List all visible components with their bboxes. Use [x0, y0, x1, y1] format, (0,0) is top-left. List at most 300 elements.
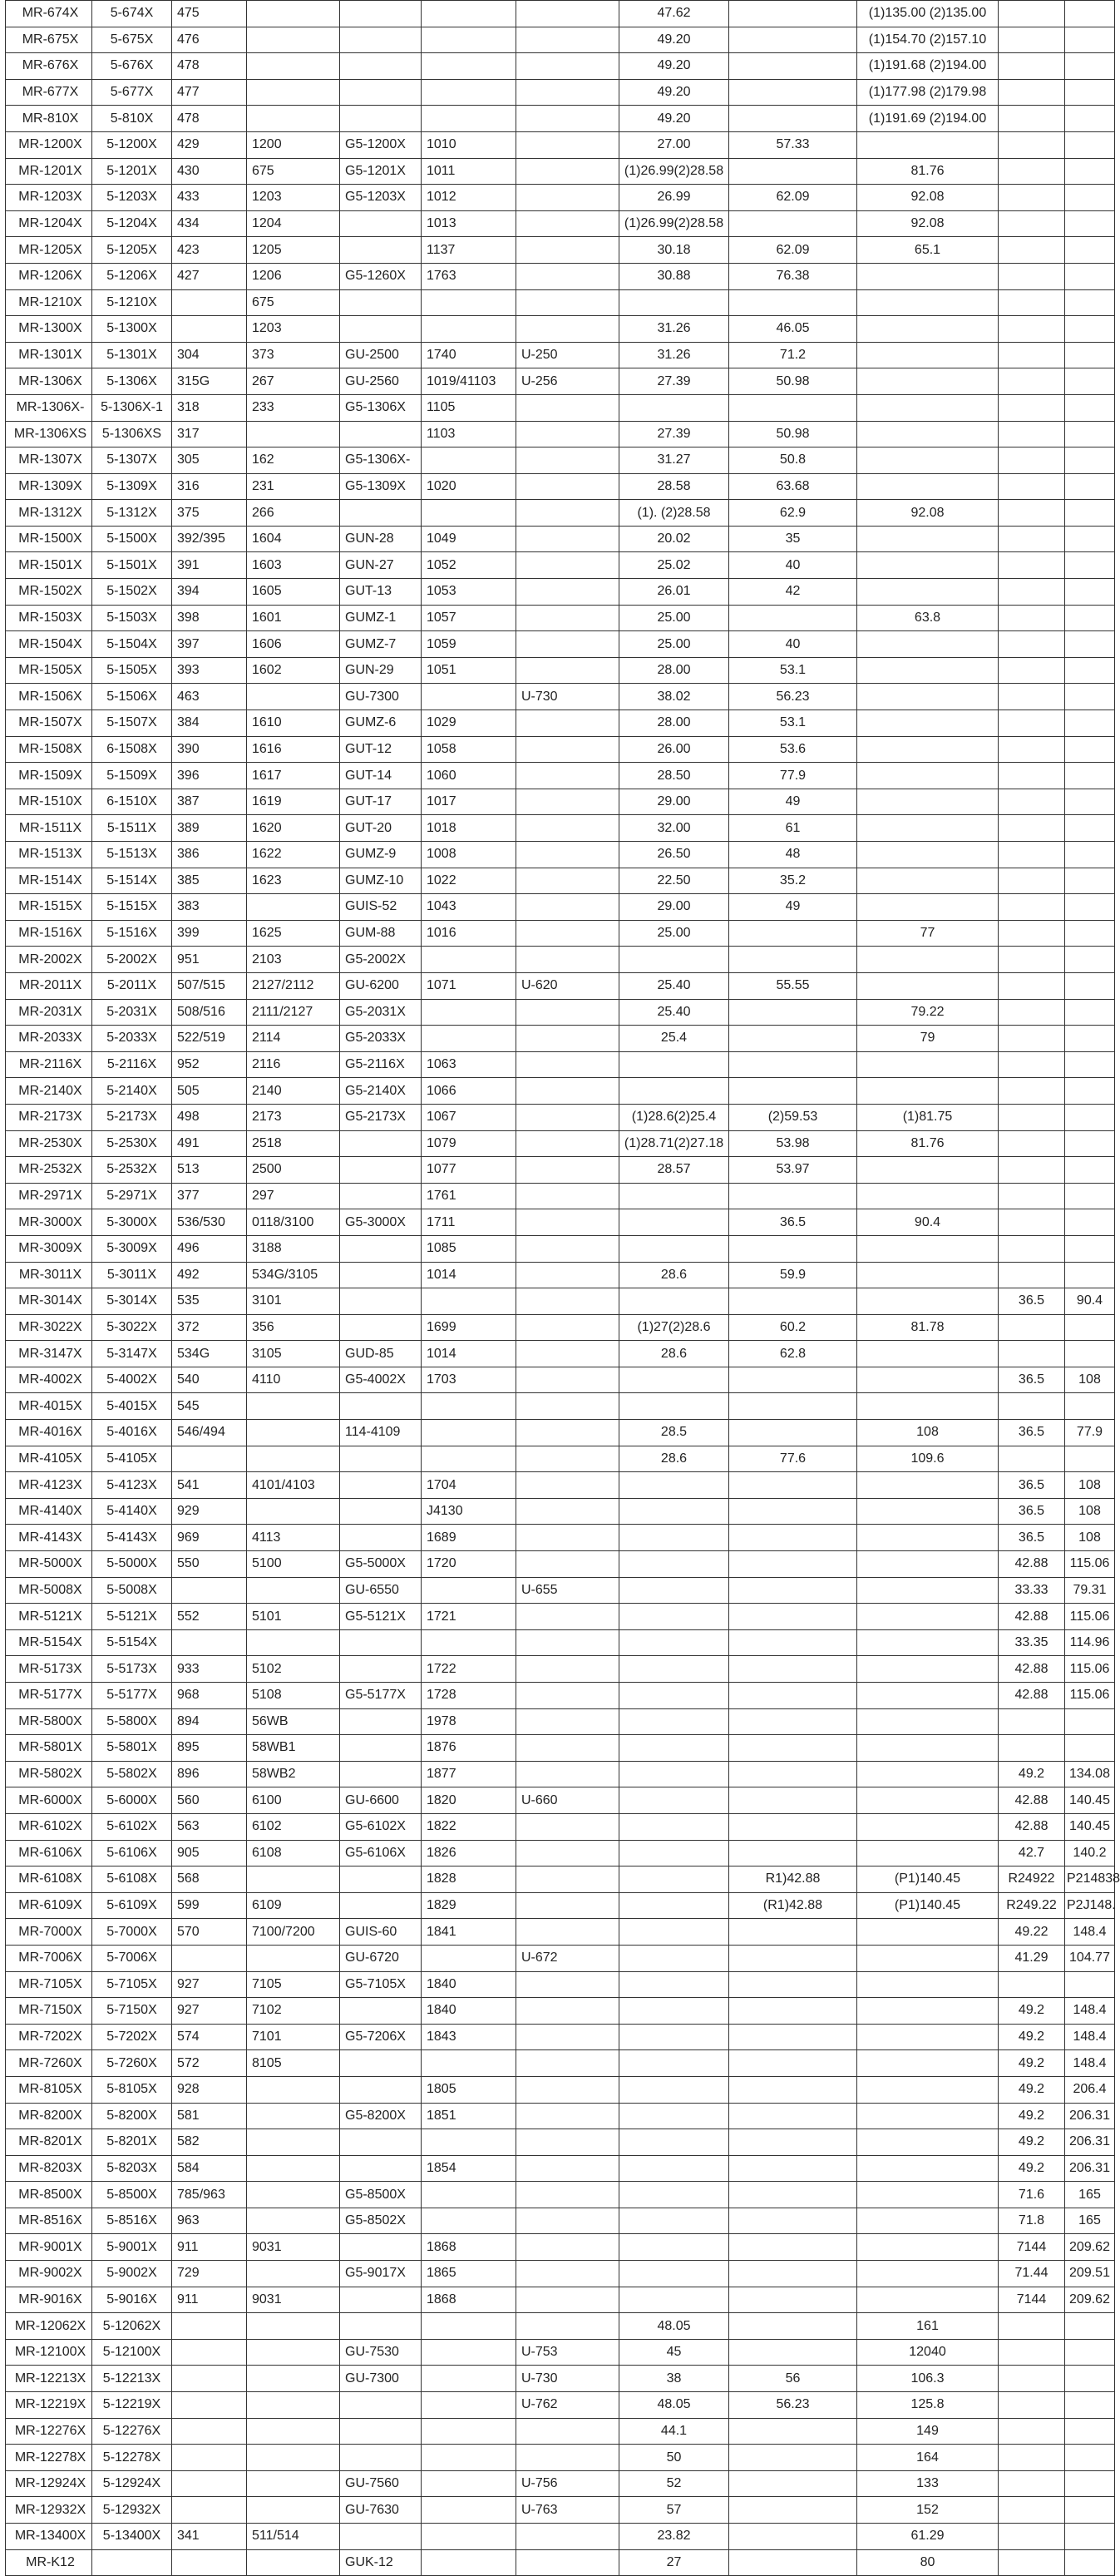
table-cell	[340, 79, 422, 106]
table-cell	[340, 1314, 422, 1341]
table-cell: 26.99	[619, 185, 729, 211]
table-row	[6, 552, 1115, 579]
table-cell: 81.76	[857, 158, 999, 185]
table-cell: 5-5173X	[92, 1656, 172, 1683]
table-cell: MR-12100X	[6, 2339, 92, 2366]
table-cell: MR-6106X	[6, 1840, 92, 1866]
table-cell: 1617	[247, 763, 340, 789]
table-cell: 5-1511X	[92, 815, 172, 842]
table-cell	[247, 1945, 340, 1971]
table-cell: MR-7202X	[6, 2024, 92, 2050]
table-cell	[729, 1498, 857, 1525]
table-row	[6, 605, 1115, 631]
table-cell: 513	[172, 1157, 247, 1184]
table-cell: 71.6	[999, 2182, 1065, 2208]
table-cell: MR-9001X	[6, 2234, 92, 2261]
table-cell: 133	[857, 2470, 999, 2497]
table-cell	[516, 1813, 619, 1840]
table-cell: 47.62	[619, 1, 729, 27]
table-cell: 475	[172, 1, 247, 27]
table-cell: 62.09	[729, 185, 857, 211]
table-row	[6, 263, 1115, 289]
table-cell: 5100	[247, 1551, 340, 1578]
table-cell: 9031	[247, 2234, 340, 2261]
table-cell: 148.4	[1065, 2024, 1115, 2050]
table-cell	[619, 1577, 729, 1604]
table-cell: 341	[172, 2524, 247, 2550]
table-cell: GU-6600	[340, 1787, 422, 1814]
table-cell: 5-8203X	[92, 2155, 172, 2182]
table-cell: 5-1309X	[92, 473, 172, 500]
table-cell	[1065, 1130, 1115, 1157]
table-cell: 5-5008X	[92, 1577, 172, 1604]
table-cell: (P1)140.45	[857, 1866, 999, 1893]
table-cell: 478	[172, 106, 247, 132]
table-cell: 2500	[247, 1157, 340, 1184]
table-cell: 5101	[247, 1604, 340, 1630]
table-cell	[999, 394, 1065, 421]
table-cell: 1017	[422, 789, 516, 815]
table-row	[6, 763, 1115, 789]
table-cell: 56.23	[729, 684, 857, 710]
table-cell	[619, 1393, 729, 1420]
table-cell	[999, 789, 1065, 815]
table-cell	[247, 1446, 340, 1472]
table-cell: 1071	[422, 972, 516, 999]
table-cell: 511/514	[247, 2524, 340, 2550]
table-cell: 79.31	[1065, 1577, 1115, 1604]
table-cell: MR-8500X	[6, 2182, 92, 2208]
table-cell	[422, 947, 516, 973]
table-cell: MR-1201X	[6, 158, 92, 185]
table-cell	[857, 868, 999, 894]
table-cell: 20.02	[619, 526, 729, 552]
table-cell: MR-1210X	[6, 289, 92, 316]
table-cell: 92.08	[857, 185, 999, 211]
table-cell: MR-2011X	[6, 972, 92, 999]
table-cell: 109.6	[857, 1446, 999, 1472]
table-cell	[516, 500, 619, 527]
table-cell	[516, 736, 619, 763]
table-cell: G5-6102X	[340, 1813, 422, 1840]
table-cell: 22.50	[619, 868, 729, 894]
table-cell	[729, 289, 857, 316]
table-cell: 36.5	[999, 1498, 1065, 1525]
table-cell	[1065, 999, 1115, 1026]
table-cell	[516, 263, 619, 289]
table-cell	[619, 2155, 729, 2182]
table-cell	[619, 1551, 729, 1578]
parts-cross-reference-table	[5, 0, 1120, 2576]
table-cell	[857, 736, 999, 763]
table-cell: 266	[247, 500, 340, 527]
table-cell: 496	[172, 1235, 247, 1262]
table-cell: 114.96	[1065, 1629, 1115, 1656]
table-cell: 1761	[422, 1183, 516, 1209]
table-cell: MR-4002X	[6, 1367, 92, 1393]
table-cell	[247, 27, 340, 53]
table-cell: G5-1306X	[340, 394, 422, 421]
table-cell	[729, 1840, 857, 1866]
table-cell	[340, 1892, 422, 1919]
table-cell	[340, 106, 422, 132]
table-row	[6, 579, 1115, 606]
table-cell	[999, 2470, 1065, 2497]
table-cell	[999, 1446, 1065, 1472]
table-cell	[1065, 1341, 1115, 1367]
table-cell	[1065, 894, 1115, 921]
table-cell: 5-12932X	[92, 2497, 172, 2524]
table-cell	[422, 500, 516, 527]
table-cell: 115.06	[1065, 1551, 1115, 1578]
table-cell: J4130	[422, 1498, 516, 1525]
table-cell	[857, 1551, 999, 1578]
table-cell	[247, 2103, 340, 2129]
table-cell: 50	[619, 2445, 729, 2471]
table-cell: G5-2031X	[340, 999, 422, 1026]
table-row	[6, 1945, 1115, 1971]
table-cell	[1065, 473, 1115, 500]
table-cell: 5-8500X	[92, 2182, 172, 2208]
table-cell: 25.40	[619, 999, 729, 1026]
table-cell: MR-2140X	[6, 1078, 92, 1105]
table-cell: MR-2532X	[6, 1157, 92, 1184]
table-cell	[619, 1235, 729, 1262]
table-cell	[247, 2418, 340, 2445]
table-cell	[516, 1051, 619, 1078]
table-cell: 90.4	[857, 1209, 999, 1236]
table-cell	[729, 394, 857, 421]
table-cell	[1065, 947, 1115, 973]
table-cell: 5-9001X	[92, 2234, 172, 2261]
table-row	[6, 2129, 1115, 2156]
table-cell: 5-1501X	[92, 552, 172, 579]
table-row	[6, 1892, 1115, 1919]
table-cell	[247, 2470, 340, 2497]
table-cell: 398	[172, 605, 247, 631]
table-cell	[1065, 1446, 1115, 1472]
table-cell	[999, 27, 1065, 53]
table-cell: 1043	[422, 894, 516, 921]
table-cell: 1728	[422, 1683, 516, 1709]
table-cell	[1065, 500, 1115, 527]
table-cell: 125.8	[857, 2392, 999, 2419]
table-cell: MR-1205X	[6, 237, 92, 264]
table-cell	[340, 316, 422, 343]
table-cell: 1206	[247, 263, 340, 289]
table-cell	[729, 1813, 857, 1840]
table-cell: 391	[172, 552, 247, 579]
table-cell	[857, 447, 999, 474]
table-cell	[1065, 526, 1115, 552]
table-cell	[999, 1104, 1065, 1130]
table-cell: G5-5177X	[340, 1683, 422, 1709]
table-cell: MR-K12	[6, 2549, 92, 2576]
table-cell: 905	[172, 1840, 247, 1866]
table-cell: 267	[247, 368, 340, 395]
table-cell: U-672	[516, 1945, 619, 1971]
table-cell	[172, 2497, 247, 2524]
table-row	[6, 1157, 1115, 1184]
table-cell: MR-3147X	[6, 1341, 92, 1367]
table-cell	[1065, 1262, 1115, 1288]
table-cell	[1065, 1104, 1115, 1130]
table-cell: 63.68	[729, 473, 857, 500]
table-row	[6, 920, 1115, 947]
table-row	[6, 1735, 1115, 1762]
table-cell: 5-4143X	[92, 1525, 172, 1551]
table-row	[6, 316, 1115, 343]
table-cell	[857, 579, 999, 606]
table-cell	[247, 2445, 340, 2471]
table-cell	[516, 2129, 619, 2156]
table-cell: 8105	[247, 2050, 340, 2077]
table-cell: GU-2500	[340, 342, 422, 368]
table-cell	[247, 421, 340, 447]
table-cell: 463	[172, 684, 247, 710]
table-cell: MR-7150X	[6, 1998, 92, 2025]
table-cell: 599	[172, 1892, 247, 1919]
table-cell	[729, 1367, 857, 1393]
table-cell: 5-2971X	[92, 1183, 172, 1209]
table-cell: GUN-28	[340, 526, 422, 552]
table-cell: 2140	[247, 1078, 340, 1105]
table-cell	[1065, 1209, 1115, 1236]
table-cell	[857, 1393, 999, 1420]
table-cell	[516, 79, 619, 106]
table-cell: MR-1515X	[6, 894, 92, 921]
table-cell: 1604	[247, 526, 340, 552]
table-cell: 384	[172, 710, 247, 737]
table-cell	[619, 2103, 729, 2129]
table-row	[6, 1051, 1115, 1078]
table-cell	[516, 158, 619, 185]
table-cell	[729, 2129, 857, 2156]
table-cell	[1065, 342, 1115, 368]
table-cell: GUN-27	[340, 552, 422, 579]
table-cell	[619, 289, 729, 316]
table-cell: 53.97	[729, 1157, 857, 1184]
table-cell: 550	[172, 1551, 247, 1578]
table-cell	[247, 684, 340, 710]
table-cell	[1065, 1078, 1115, 1105]
table-cell	[729, 53, 857, 80]
table-cell	[516, 289, 619, 316]
table-cell	[422, 2524, 516, 2550]
table-cell: 928	[172, 2076, 247, 2103]
table-cell	[516, 2549, 619, 2576]
table-row	[6, 473, 1115, 500]
table-cell: 56WB	[247, 1708, 340, 1735]
table-cell: 785/963	[172, 2182, 247, 2208]
table-cell	[172, 289, 247, 316]
table-cell	[1065, 421, 1115, 447]
table-row	[6, 2182, 1115, 2208]
table-cell: 570	[172, 1919, 247, 1946]
table-cell	[516, 920, 619, 947]
table-cell	[857, 972, 999, 999]
table-cell: 6102	[247, 1813, 340, 1840]
table-cell: 81.76	[857, 1130, 999, 1157]
table-cell: 5-3022X	[92, 1314, 172, 1341]
table-cell: 927	[172, 1998, 247, 2025]
table-cell: 1603	[247, 552, 340, 579]
table-cell	[729, 1235, 857, 1262]
table-row	[6, 1235, 1115, 1262]
table-cell: GU-7300	[340, 684, 422, 710]
table-cell	[619, 1051, 729, 1078]
table-cell: (1)26.99(2)28.58	[619, 158, 729, 185]
table-cell: 61	[729, 815, 857, 842]
table-cell: 36.5	[999, 1525, 1065, 1551]
table-cell: 5-12062X	[92, 2313, 172, 2340]
table-cell	[999, 2549, 1065, 2576]
table-cell: 952	[172, 1051, 247, 1078]
table-cell: 53.1	[729, 710, 857, 737]
table-cell	[516, 1683, 619, 1709]
table-row	[6, 106, 1115, 132]
table-cell: 3105	[247, 1341, 340, 1367]
table-cell: 2127/2112	[247, 972, 340, 999]
table-cell	[516, 1157, 619, 1184]
table-cell	[516, 894, 619, 921]
table-cell	[999, 1235, 1065, 1262]
table-row	[6, 2549, 1115, 2576]
table-row	[6, 1288, 1115, 1315]
table-cell	[999, 2366, 1065, 2392]
table-cell: (1)27(2)28.6	[619, 1314, 729, 1341]
table-cell: MR-8200X	[6, 2103, 92, 2129]
table-row	[6, 1866, 1115, 1893]
table-cell: R249.22	[999, 1892, 1065, 1919]
table-cell: 1820	[422, 1787, 516, 1814]
table-cell	[422, 1026, 516, 1052]
table-cell: 79	[857, 1026, 999, 1052]
table-cell: 5-1300X	[92, 316, 172, 343]
table-row	[6, 1393, 1115, 1420]
table-row	[6, 2261, 1115, 2287]
table-cell: 1620	[247, 815, 340, 842]
table-cell	[857, 1262, 999, 1288]
table-cell	[619, 1472, 729, 1499]
table-cell	[247, 53, 340, 80]
table-cell	[619, 1183, 729, 1209]
table-cell: MR-2031X	[6, 999, 92, 1026]
table-cell: 7101	[247, 2024, 340, 2050]
table-cell	[172, 2445, 247, 2471]
table-cell: MR-7105X	[6, 1971, 92, 1998]
table-cell	[729, 1525, 857, 1551]
table-cell	[729, 947, 857, 973]
table-cell: 4113	[247, 1525, 340, 1551]
table-cell: 5-8201X	[92, 2129, 172, 2156]
table-cell	[1065, 316, 1115, 343]
table-cell: MR-1307X	[6, 447, 92, 474]
table-cell	[857, 421, 999, 447]
table-cell	[516, 394, 619, 421]
table-cell	[340, 2445, 422, 2471]
table-cell: 390	[172, 736, 247, 763]
table-cell: 206.31	[1065, 2155, 1115, 2182]
table-cell	[729, 1945, 857, 1971]
table-cell: 5-3147X	[92, 1341, 172, 1367]
table-cell	[619, 1656, 729, 1683]
table-cell	[516, 868, 619, 894]
table-row	[6, 2076, 1115, 2103]
table-cell: G5-2173X	[340, 1104, 422, 1130]
table-cell: 729	[172, 2261, 247, 2287]
table-cell	[619, 1209, 729, 1236]
table-cell: 149	[857, 2418, 999, 2445]
table-cell: 1625	[247, 920, 340, 947]
table-cell: 1029	[422, 710, 516, 737]
table-cell	[857, 1998, 999, 2025]
table-cell	[729, 2339, 857, 2366]
table-cell	[516, 1420, 619, 1446]
table-cell: 1805	[422, 2076, 516, 2103]
table-cell: 535	[172, 1288, 247, 1315]
table-cell: 1203	[247, 185, 340, 211]
table-cell: 387	[172, 789, 247, 815]
table-cell	[729, 2549, 857, 2576]
table-row	[6, 789, 1115, 815]
table-row	[6, 2155, 1115, 2182]
table-cell: G5-1201X	[340, 158, 422, 185]
table-cell	[857, 1604, 999, 1630]
table-cell	[999, 2418, 1065, 2445]
table-cell: 5-1307X	[92, 447, 172, 474]
table-cell: 42.88	[999, 1813, 1065, 1840]
table-cell: 534G/3105	[247, 1262, 340, 1288]
table-cell	[999, 473, 1065, 500]
table-cell	[857, 1971, 999, 1998]
table-row	[6, 1314, 1115, 1341]
table-row	[6, 2497, 1115, 2524]
table-cell: GUT-14	[340, 763, 422, 789]
table-cell: G5-2140X	[340, 1078, 422, 1105]
table-cell: 5-5121X	[92, 1604, 172, 1630]
table-cell	[1065, 1735, 1115, 1762]
table-cell	[516, 1919, 619, 1946]
table-cell: MR-2971X	[6, 1183, 92, 1209]
table-cell: 896	[172, 1761, 247, 1787]
table-cell: 318	[172, 394, 247, 421]
table-cell	[857, 368, 999, 395]
table-cell	[999, 999, 1065, 1026]
table-cell: GUN-29	[340, 657, 422, 684]
table-cell: 4110	[247, 1367, 340, 1393]
table-cell	[619, 947, 729, 973]
table-cell: 114-4109	[340, 1420, 422, 1446]
table-cell: 26.50	[619, 842, 729, 868]
table-cell	[729, 1787, 857, 1814]
table-cell: MR-676X	[6, 53, 92, 80]
table-cell: 57	[619, 2497, 729, 2524]
table-cell	[1065, 368, 1115, 395]
table-cell	[422, 1288, 516, 1315]
table-cell	[999, 815, 1065, 842]
table-cell: MR-12932X	[6, 2497, 92, 2524]
table-cell	[247, 2313, 340, 2340]
table-cell: G5-4002X	[340, 1367, 422, 1393]
table-cell	[516, 2287, 619, 2313]
table-cell	[247, 2182, 340, 2208]
table-cell: 56	[729, 2366, 857, 2392]
table-cell: 1052	[422, 552, 516, 579]
table-cell: MR-9016X	[6, 2287, 92, 2313]
table-cell	[422, 2549, 516, 2576]
table-cell	[729, 1761, 857, 1787]
